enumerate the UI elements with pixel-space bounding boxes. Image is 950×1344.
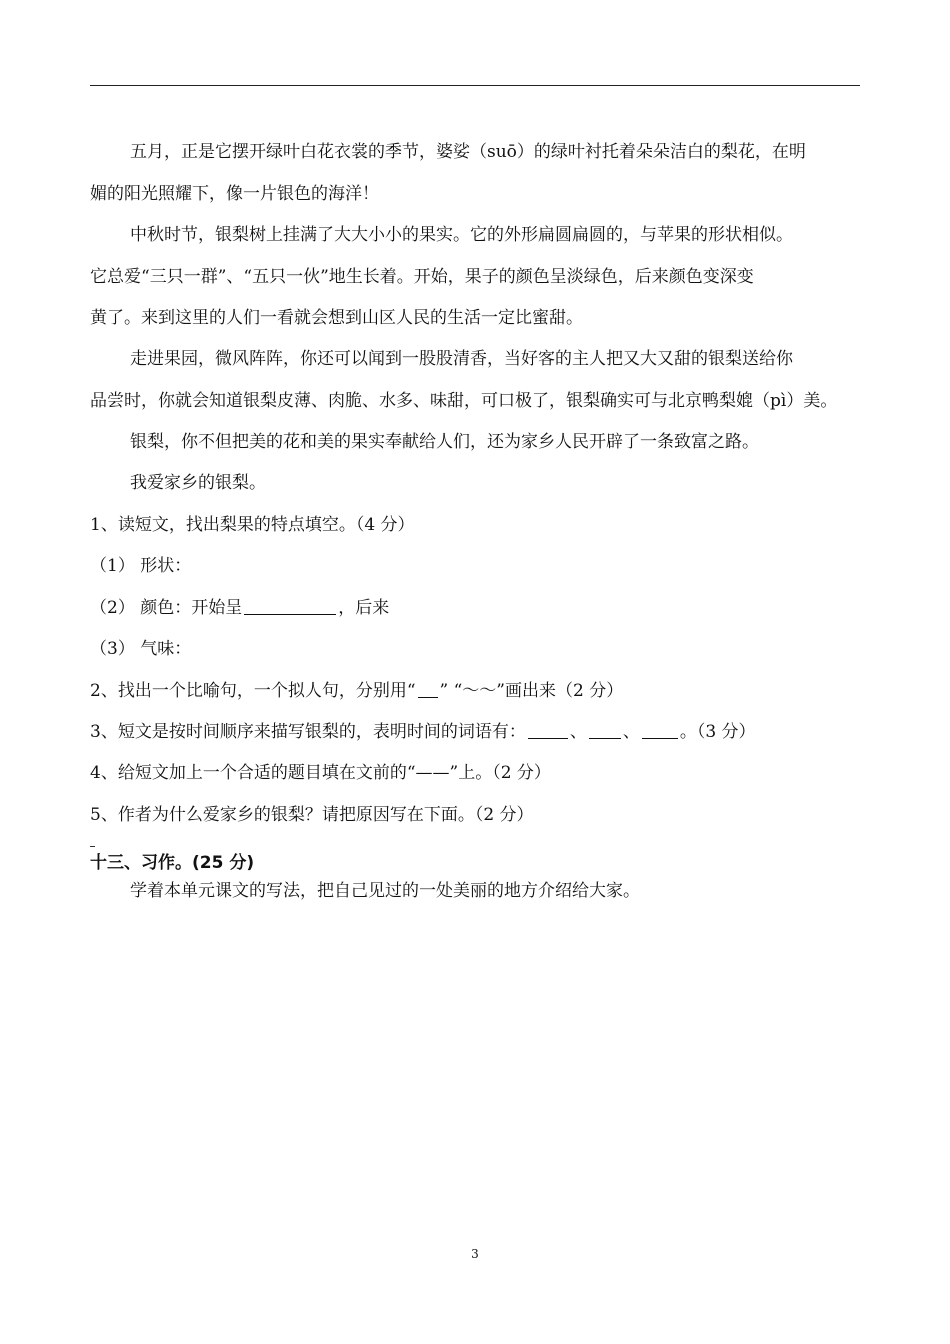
- composition-prompt: 学着本单元课文的写法，把自己见过的一处美丽的地方介绍给大家。: [130, 881, 640, 901]
- time-word-blank-3[interactable]: [642, 720, 678, 739]
- passage-p4: 银梨，你不但把美的花和美的果实奉献给人们，还为家乡人民开辟了一条致富之路。: [130, 432, 759, 452]
- question-3-sep1: 、: [569, 722, 587, 742]
- question-3-sep2: 、: [622, 722, 640, 742]
- question-1: 1、读短文，找出梨果的特点填空。（4 分）: [90, 515, 415, 535]
- passage-p2-line1: 中秋时节，银梨树上挂满了大大小小的果实。它的外形扁圆扁圆的，与苹果的形状相似。: [130, 225, 793, 245]
- passage-p2-line3: 黄了。来到这里的人们一看就会想到山区人民的生活一定比蜜甜。: [90, 308, 583, 328]
- passage-p3-line1: 走进果园，微风阵阵，你还可以闻到一股股清香，当好客的主人把又大又甜的银梨送给你: [130, 349, 793, 369]
- stray-mark: [90, 846, 95, 847]
- question-3-prefix: 3、短文是按时间顺序来描写银梨的，表明时间的词语有：: [90, 722, 526, 742]
- color-start-blank[interactable]: [244, 596, 336, 615]
- underline-mark-blank: [418, 679, 438, 698]
- question-1-2: [90, 596, 870, 620]
- question-2-prefix: 2、找出一个比喻句，一个拟人句，分别用“: [90, 681, 416, 701]
- passage-p3-line2: 品尝时，你就会知道银梨皮薄、肉脆、水多、味甜，可口极了，银梨确实可与北京鸭梨媲（pì）美。: [90, 391, 838, 411]
- question-2-suffix: ” “～～”画出来（2 分）: [439, 681, 624, 701]
- composition-heading: 十三、习作。(25 分): [90, 853, 255, 873]
- time-word-blank-1[interactable]: [528, 720, 568, 739]
- question-4: 4、给短文加上一个合适的题目填在文前的“——”上。（2 分）: [90, 763, 551, 783]
- question-1-1: （1） 形状：: [90, 556, 192, 576]
- question-2: [90, 679, 870, 703]
- question-1-3: （3） 气味：: [90, 639, 192, 659]
- passage-p1-line2: 媚的阳光照耀下，像一片银色的海洋！: [90, 184, 379, 204]
- question-1-2-suffix: ，后来: [338, 598, 390, 618]
- passage-p5: 我爱家乡的银梨。: [130, 473, 266, 493]
- header-rule: [90, 85, 860, 86]
- question-3: [90, 720, 870, 744]
- passage-p2-line2: 它总爱“三只一群”、“五只一伙”地生长着。开始，果子的颜色呈淡绿色，后来颜色变深变: [90, 267, 754, 287]
- page-number: 3: [471, 1247, 479, 1261]
- question-5: 5、作者为什么爱家乡的银梨？请把原因写在下面。（2 分）: [90, 805, 534, 825]
- question-1-2-prefix: （2） 颜色：开始呈: [90, 598, 243, 618]
- passage-p1-line1: 五月，正是它摆开绿叶白花衣裳的季节，婆娑（suō）的绿叶衬托着朵朵洁白的梨花，在明: [130, 142, 806, 162]
- question-3-suffix: 。（3 分）: [679, 722, 756, 742]
- time-word-blank-2[interactable]: [589, 720, 621, 739]
